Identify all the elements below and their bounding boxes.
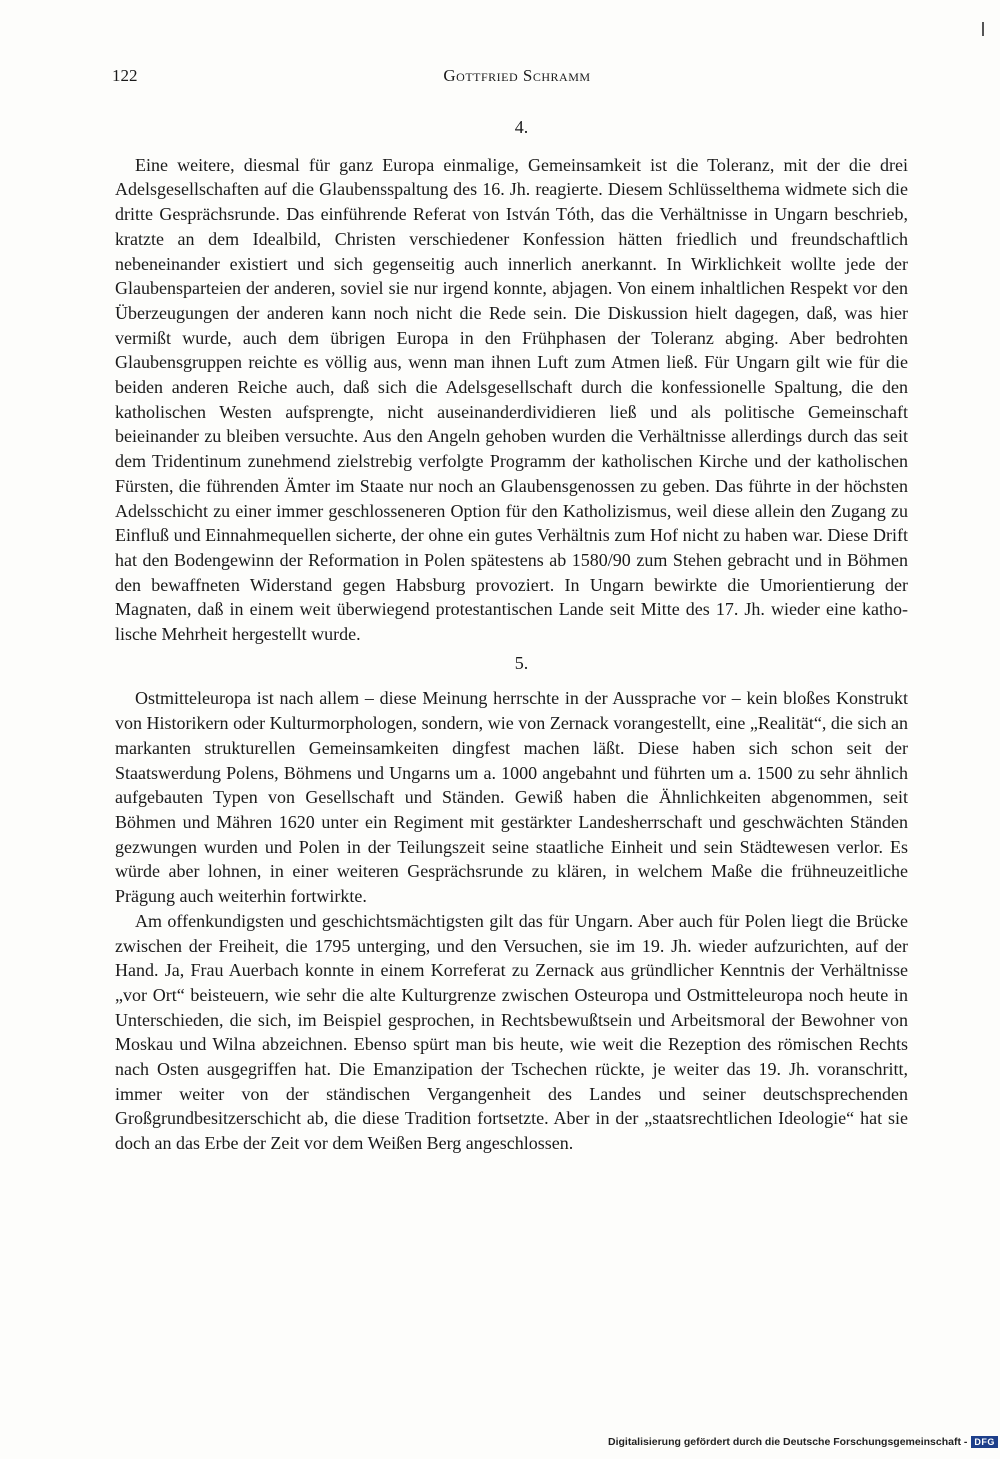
page-number: 122 (112, 66, 138, 85)
section-number: 4. (514, 117, 529, 137)
dfg-logo: DFG (971, 1436, 998, 1448)
section-number: 5. (514, 652, 529, 673)
digitization-footer (608, 1436, 998, 1448)
paragraph: Am offenkundigsten und geschichtsmächtigsten gilt das für Ungarn. Aber auch für Polen liegt die Brücke zwischen der Freiheit, die 1795 unterging, und den Versuchen, sie im 19. Jh. wieder aufzurichten, auf der Hand. Ja, Frau Auerbach konnte in einem Korreferat zu Zernack aus gründlicher Kenntnis der Verhältnisse „vor Ort“ beisteuern, wie sehr die alte Kulturgrenze zwischen Osteuropa und Ostmitteleuropa noch heute in Unterschieden, die sich, im Beispiel gesprochen, in Rechtsbewußtsein und Arbeitsmoral der Bewohner von Moskau und Wilna abzeichnen. Ebenso spürt man bis heute, wie weit die Rezeption des römischen Rechts nach Osten ausgegriffen hat. Die Emanzipation der Tschechen rückte, je weiter das 19. Jh. voranschritt, immer weiter von der ständischen Vergangenheit des Landes und seiner deutschsprechenden Großgrundbesitzerschicht ab, die diese Tradition fortsetzte. Aber in der „staatsrechtlichen Ideologie“ hat sie doch an das Erbe der Zeit vor dem Weißen Berg angeschlossen. (115, 910, 908, 1154)
author-name: Gottfried Schramm (443, 66, 591, 85)
footer-text: Digitalisierung gefördert durch die Deutsche Forschungsgemeinschaft - (608, 1436, 968, 1448)
scan-artifact (982, 22, 984, 36)
running-head-author (112, 66, 912, 86)
paragraph: Eine weitere, diesmal für ganz Europa einmalige, Gemeinsamkeit ist die Toleranz, mit der die drei Adelsgesellschaften auf die Glaubensspaltung des 16. Jh. reagierte. Diesem Schlüsselthema widmete sich die dritte Gesprächsrunde. Das einführende Referat von István Tóth, das die Verhältnisse in Ungarn beschrieb, kratzte an dem Idealbild, Christen verschiedener Konfession hätten friedlich und freundschaftlich nebeneinander existiert und sich gegenseitig auch innerlich anerkannt. In Wirklichkeit wollte jede der Glaubensparteien der anderen, soviel sie nur irgend konnte, abjagen. Von einem inhaltlichen Respekt vor den Überzeugungen der anderen kann noch nicht die Rede sein. Die Diskussion hielt dagegen, daß, was hier vermißt wurde, auch dem übrigen Europa in den Frühphasen der Toleranz abging. Aber bedrohten Glaubensgruppen reichte es völlig aus, wenn man ihnen Luft zum Atmen ließ. Für Ungarn gilt wie für die beiden anderen Reiche auch, daß sich die Adelsgesellschaft durch die konfessionelle Spaltung, die den katholischen Westen aufsprengte, nicht auseinanderdividieren ließ und als politische Gemeinschaft beieinander zu bleiben versuchte. Aus den Angeln gehoben wurden die Verhältnisse allerdings durch das seit dem Tridentinum zunehmend zielstrebig verfolgte Programm der katholischen Kirche und der katholischen Fürsten, die führenden Ämter im Staate nur noch an Glaubensgenossen zu geben. Das führte in der höchsten Adelsschicht zu einer immer geschlosseneren Option für den Katholizismus, weil diese allein den Zugang zu Einfluß und Einnahmequellen sicherte, der ohne ein gutes Verhältnis zum Hof nicht zu haben war. Diese Drift hat den Bodengewinn der Reformation in Polen spätestens ab 1580/90 zum Stehen gebracht und in Böhmen den bewaffneten Widerstand gegen Habsburg provoziert. In Ungarn bewirkte die Umorientierung der Magnaten, daß in einem weit überwiegend protestantischen Lande seit Mitte des 17. Jh. wieder eine katholische Mehrheit hergestellt wurde. (115, 154, 908, 645)
body-text (115, 115, 908, 1156)
paragraph: Ostmitteleuropa ist nach allem – diese Meinung herrschte in der Aussprache vor – kein bloßes Konstrukt von Historikern oder Kulturmorphologen, sondern, wie von Zernack vorangestellt, eine „Realität“, die sich an markanten strukturellen Gemeinsamkeiten dingfest machen läßt. Diese haben sich schon seit der Staatswerdung Polens, Böhmens und Ungarns um a. 1000 angebahnt und führten um a. 1500 zu sehr ähnlich aufgebauten Typen von Gesellschaft und Ständen. Gewiß haben die Ähnlichkeiten abgenommen, seit Böhmen und Mähren 1620 unter ein Regiment mit gestärkter Landesherrschaft und geschwächten Ständen gezwungen wurden und Polen in der Teilungszeit seine staatliche Einheit und sein Städtewesen verlor. Es würde aber lohnen, in einer weiteren Gesprächsrunde zu klären, in welchem Maße die frühneuzeitliche Prägung auch weiterhin fortwirkte. (115, 688, 908, 907)
running-header (112, 66, 912, 90)
